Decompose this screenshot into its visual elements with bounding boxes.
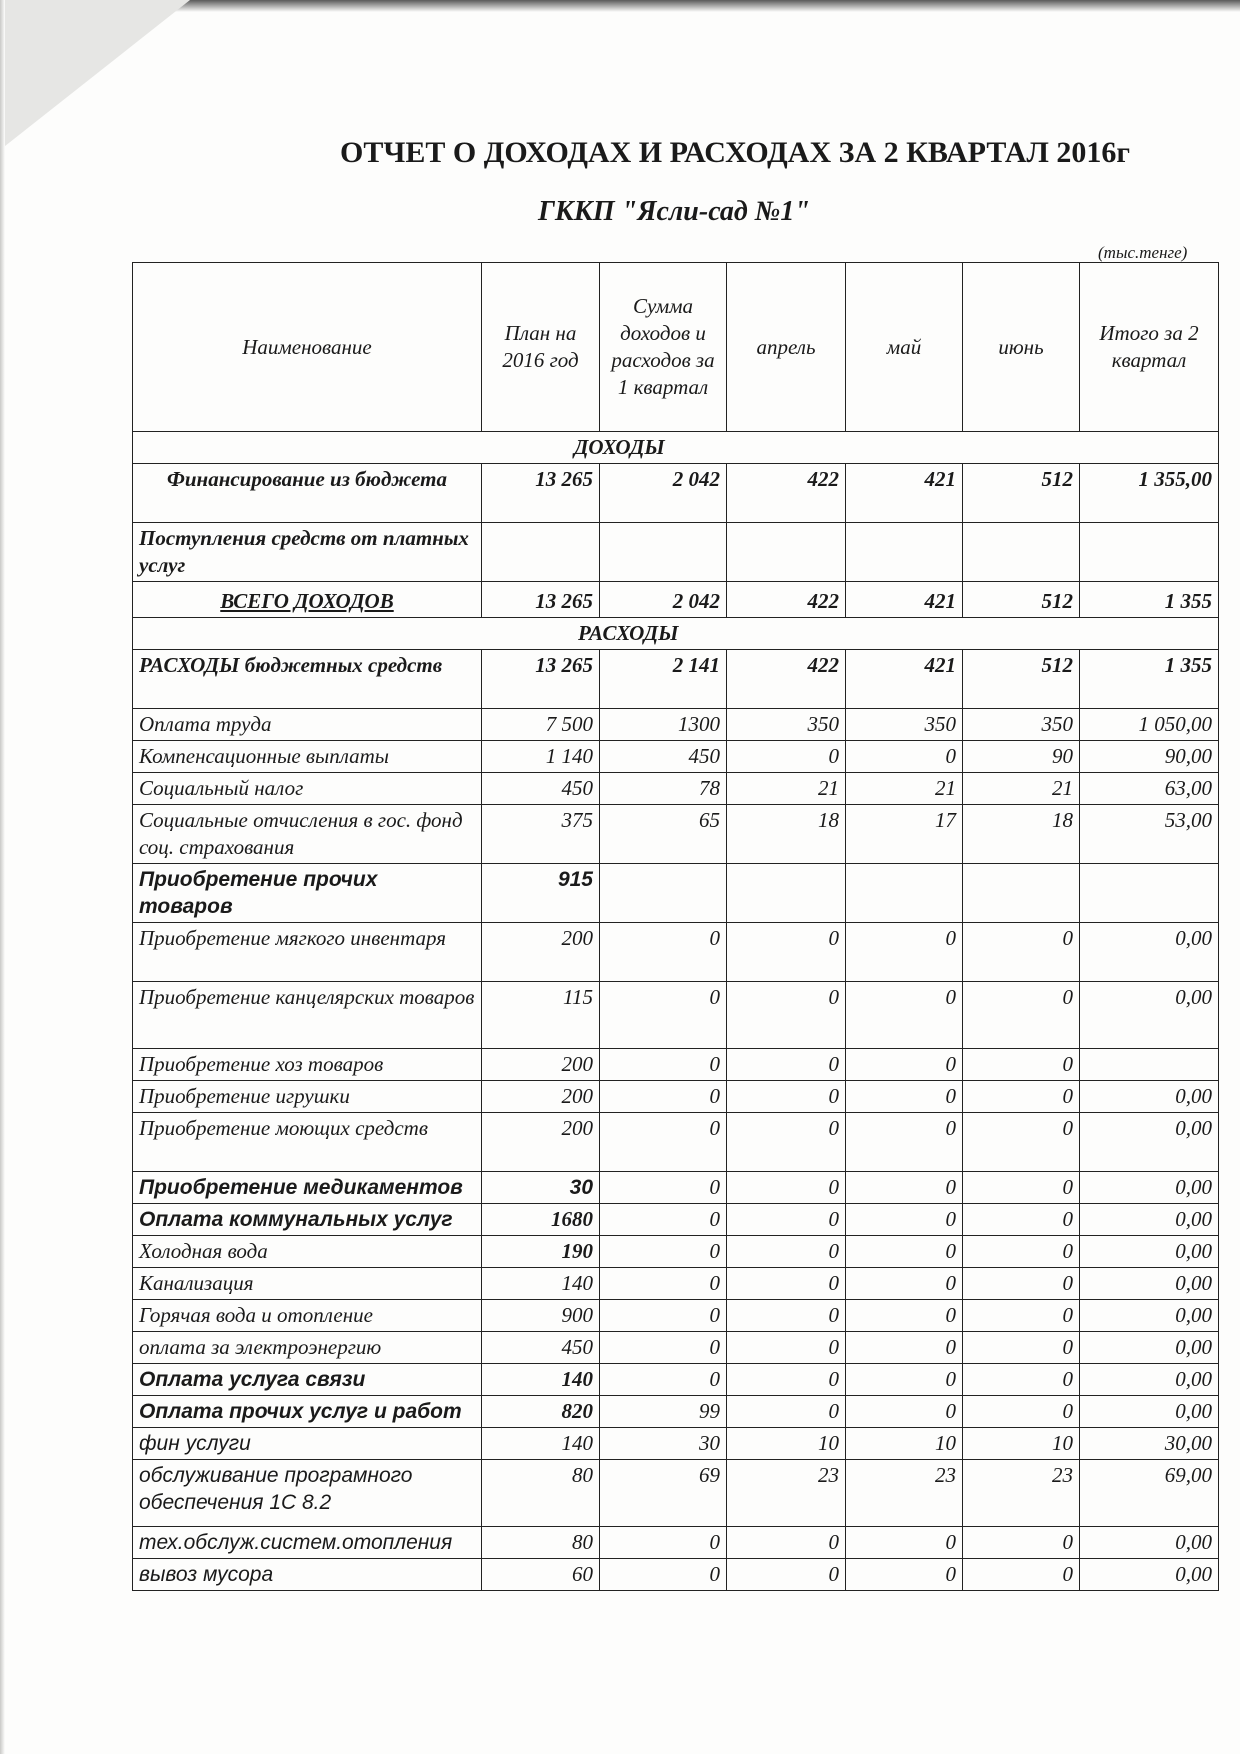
table-row — [133, 650, 1219, 709]
row-q1: 0 — [600, 923, 727, 982]
row-q1: 2 042 — [600, 464, 727, 523]
row-june: 0 — [963, 1081, 1080, 1113]
row-name: Приобретение мягкого инвентаря — [133, 923, 482, 982]
row-total: 69,00 — [1080, 1460, 1219, 1527]
row-total — [1080, 1049, 1219, 1081]
row-june: 0 — [963, 1049, 1080, 1081]
row-may — [846, 523, 963, 582]
row-may: 10 — [846, 1428, 963, 1460]
row-name: РАСХОДЫ бюджетных средств — [133, 650, 482, 709]
row-june: 512 — [963, 650, 1080, 709]
row-may: 0 — [846, 923, 963, 982]
row-april: 0 — [727, 1268, 846, 1300]
row-april: 0 — [727, 1527, 846, 1559]
row-plan: 1 140 — [482, 741, 600, 773]
table-row — [133, 1236, 1219, 1268]
row-may: 421 — [846, 582, 963, 618]
expense-section-label: РАСХОДЫ — [482, 618, 1219, 650]
row-plan: 450 — [482, 773, 600, 805]
table-row — [133, 709, 1219, 741]
row-april: 0 — [727, 1559, 846, 1591]
header-q1: Сумма доходов и расходов за 1 квартал — [600, 263, 727, 432]
row-april — [727, 864, 846, 923]
row-plan: 13 265 — [482, 582, 600, 618]
row-june — [963, 523, 1080, 582]
row-may: 350 — [846, 709, 963, 741]
row-name: Канализация — [133, 1268, 482, 1300]
row-q1: 0 — [600, 1236, 727, 1268]
row-total: 0,00 — [1080, 1559, 1219, 1591]
row-q1: 99 — [600, 1396, 727, 1428]
row-may: 0 — [846, 1364, 963, 1396]
row-june: 0 — [963, 1396, 1080, 1428]
row-may: 0 — [846, 1527, 963, 1559]
row-plan: 450 — [482, 1332, 600, 1364]
row-q1 — [600, 523, 727, 582]
row-total: 0,00 — [1080, 1396, 1219, 1428]
table-row — [133, 1113, 1219, 1172]
row-total: 1 050,00 — [1080, 709, 1219, 741]
row-april: 0 — [727, 1172, 846, 1204]
row-may: 0 — [846, 1172, 963, 1204]
row-q1: 65 — [600, 805, 727, 864]
row-total: 0,00 — [1080, 1300, 1219, 1332]
scan-shadow-left — [0, 0, 5, 1754]
organization-name: ГККП "Ясли-сад №1" — [538, 196, 810, 227]
row-q1: 69 — [600, 1460, 727, 1527]
row-total: 53,00 — [1080, 805, 1219, 864]
row-name: Приобретение моющих средств — [133, 1113, 482, 1172]
row-plan: 200 — [482, 923, 600, 982]
table-row — [133, 1300, 1219, 1332]
row-april: 23 — [727, 1460, 846, 1527]
row-may: 0 — [846, 741, 963, 773]
row-june: 0 — [963, 1236, 1080, 1268]
table-row — [133, 464, 1219, 523]
row-plan: 820 — [482, 1396, 600, 1428]
row-total: 0,00 — [1080, 1527, 1219, 1559]
row-name: Социальные отчисления в гос. фонд соц. страхования — [133, 805, 482, 864]
row-plan: 13 265 — [482, 464, 600, 523]
row-june: 10 — [963, 1428, 1080, 1460]
row-total: 0,00 — [1080, 982, 1219, 1049]
row-name: Горячая вода и отопление — [133, 1300, 482, 1332]
row-may: 0 — [846, 1204, 963, 1236]
table-row — [133, 1364, 1219, 1396]
table-row — [133, 1428, 1219, 1460]
table-row — [133, 805, 1219, 864]
row-may: 0 — [846, 1268, 963, 1300]
row-plan — [482, 523, 600, 582]
header-row — [133, 263, 1219, 432]
table-row — [133, 1396, 1219, 1428]
row-total — [1080, 523, 1219, 582]
row-june: 0 — [963, 1300, 1080, 1332]
row-name: Оплата услуга связи — [133, 1364, 482, 1396]
row-may: 0 — [846, 1081, 963, 1113]
row-name: Социальный налог — [133, 773, 482, 805]
row-plan: 7 500 — [482, 709, 600, 741]
row-name: вывоз мусора — [133, 1559, 482, 1591]
row-total: 1 355,00 — [1080, 464, 1219, 523]
row-plan: 140 — [482, 1364, 600, 1396]
row-name: Приобретение игрушки — [133, 1081, 482, 1113]
row-total: 0,00 — [1080, 1204, 1219, 1236]
row-q1: 78 — [600, 773, 727, 805]
row-plan: 200 — [482, 1049, 600, 1081]
row-april — [727, 523, 846, 582]
row-april: 422 — [727, 464, 846, 523]
row-april: 422 — [727, 650, 846, 709]
row-q1: 0 — [600, 1172, 727, 1204]
row-total: 1 355 — [1080, 582, 1219, 618]
row-june: 0 — [963, 1113, 1080, 1172]
row-plan: 200 — [482, 1081, 600, 1113]
row-may: 0 — [846, 1396, 963, 1428]
table-row — [133, 1204, 1219, 1236]
header-q2-total: Итого за 2 квартал — [1080, 263, 1219, 432]
row-total: 1 355 — [1080, 650, 1219, 709]
income-section-row — [133, 432, 1219, 464]
table-row — [133, 1049, 1219, 1081]
row-june: 0 — [963, 1172, 1080, 1204]
header-may: май — [846, 263, 963, 432]
row-june: 18 — [963, 805, 1080, 864]
row-q1 — [600, 864, 727, 923]
row-may: 0 — [846, 1300, 963, 1332]
row-total — [1080, 864, 1219, 923]
row-may: 421 — [846, 464, 963, 523]
row-name: Оплата коммунальных услуг — [133, 1204, 482, 1236]
row-april: 0 — [727, 1364, 846, 1396]
row-q1: 0 — [600, 1081, 727, 1113]
row-q1: 0 — [600, 1300, 727, 1332]
header-june: июнь — [963, 263, 1080, 432]
income-section-label: ДОХОДЫ — [482, 432, 1219, 464]
row-plan: 115 — [482, 982, 600, 1049]
table-row — [133, 1527, 1219, 1559]
row-q1: 0 — [600, 1332, 727, 1364]
row-q1: 30 — [600, 1428, 727, 1460]
row-may: 21 — [846, 773, 963, 805]
row-plan: 30 — [482, 1172, 600, 1204]
row-may: 17 — [846, 805, 963, 864]
row-name: Оплата труда — [133, 709, 482, 741]
row-plan: 200 — [482, 1113, 600, 1172]
header-plan: План на 2016 год — [482, 263, 600, 432]
row-name: Компенсационные выплаты — [133, 741, 482, 773]
header-april: апрель — [727, 263, 846, 432]
row-plan: 1680 — [482, 1204, 600, 1236]
row-june: 21 — [963, 773, 1080, 805]
row-total: 0,00 — [1080, 1113, 1219, 1172]
row-total: 0,00 — [1080, 1364, 1219, 1396]
row-april: 0 — [727, 741, 846, 773]
row-name: Приобретение медикаментов — [133, 1172, 482, 1204]
row-plan: 140 — [482, 1268, 600, 1300]
row-june: 0 — [963, 1364, 1080, 1396]
row-total: 63,00 — [1080, 773, 1219, 805]
expense-section-row — [133, 618, 1219, 650]
row-q1: 0 — [600, 1364, 727, 1396]
row-april: 422 — [727, 582, 846, 618]
row-total: 0,00 — [1080, 1268, 1219, 1300]
row-total: 0,00 — [1080, 923, 1219, 982]
row-q1: 2 042 — [600, 582, 727, 618]
row-name: Оплата прочих услуг и работ — [133, 1396, 482, 1428]
row-june: 512 — [963, 582, 1080, 618]
row-name: Приобретение канцелярских товаров — [133, 982, 482, 1049]
row-plan: 60 — [482, 1559, 600, 1591]
row-name: Холодная вода — [133, 1236, 482, 1268]
table-row — [133, 1172, 1219, 1204]
row-april: 10 — [727, 1428, 846, 1460]
row-name: Финансирование из бюджета — [133, 464, 482, 523]
row-q1: 0 — [600, 1204, 727, 1236]
row-q1: 2 141 — [600, 650, 727, 709]
row-total: 30,00 — [1080, 1428, 1219, 1460]
row-april: 0 — [727, 923, 846, 982]
row-june: 90 — [963, 741, 1080, 773]
table-row — [133, 1268, 1219, 1300]
row-june — [963, 864, 1080, 923]
row-may: 0 — [846, 1049, 963, 1081]
row-name: ВСЕГО ДОХОДОВ — [133, 582, 482, 618]
row-name: тех.обслуж.систем.отопления — [133, 1527, 482, 1559]
row-q1: 1300 — [600, 709, 727, 741]
row-may: 23 — [846, 1460, 963, 1527]
row-may: 0 — [846, 1332, 963, 1364]
row-plan: 80 — [482, 1460, 600, 1527]
row-april: 350 — [727, 709, 846, 741]
row-june: 0 — [963, 1527, 1080, 1559]
table-row — [133, 1460, 1219, 1527]
row-total: 90,00 — [1080, 741, 1219, 773]
row-april: 0 — [727, 1049, 846, 1081]
table-row — [133, 523, 1219, 582]
table-row — [133, 1559, 1219, 1591]
row-total: 0,00 — [1080, 1332, 1219, 1364]
row-june: 23 — [963, 1460, 1080, 1527]
row-plan: 375 — [482, 805, 600, 864]
row-total: 0,00 — [1080, 1081, 1219, 1113]
row-plan: 13 265 — [482, 650, 600, 709]
row-april: 0 — [727, 1236, 846, 1268]
row-april: 0 — [727, 1204, 846, 1236]
row-q1: 0 — [600, 1049, 727, 1081]
row-plan: 190 — [482, 1236, 600, 1268]
row-may — [846, 864, 963, 923]
row-name: Приобретение хоз товаров — [133, 1049, 482, 1081]
row-q1: 0 — [600, 1113, 727, 1172]
row-may: 0 — [846, 1559, 963, 1591]
folded-corner — [0, 0, 190, 150]
row-q1: 450 — [600, 741, 727, 773]
row-april: 0 — [727, 982, 846, 1049]
table-row — [133, 1081, 1219, 1113]
row-name: обслуживание програмного обеспечения 1С 8.2 — [133, 1460, 482, 1527]
row-plan: 900 — [482, 1300, 600, 1332]
row-total: 0,00 — [1080, 1172, 1219, 1204]
row-name: Приобретение прочих товаров — [133, 864, 482, 923]
row-june: 0 — [963, 1332, 1080, 1364]
row-total: 0,00 — [1080, 1236, 1219, 1268]
row-june: 0 — [963, 1268, 1080, 1300]
row-june: 350 — [963, 709, 1080, 741]
row-plan: 140 — [482, 1428, 600, 1460]
row-april: 21 — [727, 773, 846, 805]
row-june: 0 — [963, 1559, 1080, 1591]
row-may: 0 — [846, 1236, 963, 1268]
row-name: оплата за электроэнергию — [133, 1332, 482, 1364]
row-june: 0 — [963, 1204, 1080, 1236]
row-name: фин услуги — [133, 1428, 482, 1460]
row-april: 0 — [727, 1332, 846, 1364]
row-name: Поступления средств от платных услуг — [133, 523, 482, 582]
row-q1: 0 — [600, 982, 727, 1049]
row-april: 0 — [727, 1081, 846, 1113]
row-june: 0 — [963, 923, 1080, 982]
row-plan: 80 — [482, 1527, 600, 1559]
units-note: (тыс.тенге) — [1098, 243, 1188, 262]
row-q1: 0 — [600, 1559, 727, 1591]
row-june: 512 — [963, 464, 1080, 523]
table-row — [133, 982, 1219, 1049]
row-april: 0 — [727, 1300, 846, 1332]
row-q1: 0 — [600, 1527, 727, 1559]
report-table — [132, 262, 1219, 1591]
table-row-total-income — [133, 582, 1219, 618]
table-row — [133, 773, 1219, 805]
row-plan: 915 — [482, 864, 600, 923]
header-name: Наименование — [133, 263, 482, 432]
table-row — [133, 1332, 1219, 1364]
table-row — [133, 741, 1219, 773]
table-row — [133, 923, 1219, 982]
row-april: 18 — [727, 805, 846, 864]
report-title: ОТЧЕТ О ДОХОДАХ И РАСХОДАХ ЗА 2 КВАРТАЛ 2016г — [340, 136, 1131, 169]
row-april: 0 — [727, 1396, 846, 1428]
row-may: 421 — [846, 650, 963, 709]
row-june: 0 — [963, 982, 1080, 1049]
row-may: 0 — [846, 982, 963, 1049]
row-april: 0 — [727, 1113, 846, 1172]
row-may: 0 — [846, 1113, 963, 1172]
table-row — [133, 864, 1219, 923]
row-q1: 0 — [600, 1268, 727, 1300]
